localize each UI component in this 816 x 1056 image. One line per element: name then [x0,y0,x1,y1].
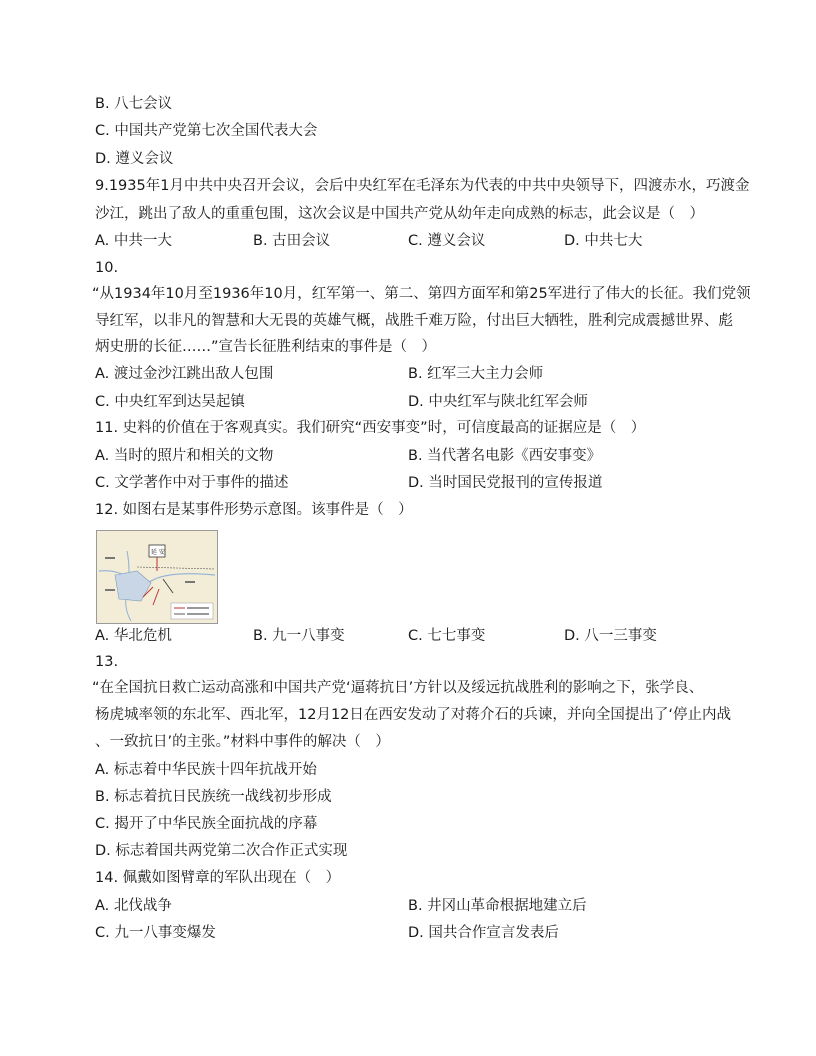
q14-option-a: A. 北伐战争 [95,898,172,914]
q10-stem-line3: 炳史册的长征……”宣告长征胜利结束的事件是（ ） [95,339,437,355]
q14-option-c: C. 九一八事变爆发 [95,925,216,941]
q10-option-b: B. 红军三大主力会师 [408,366,544,382]
map-label-mark-2 [105,589,115,591]
map-legend [171,603,213,619]
q10-stem-line1: “从1934年10月至1936年10月，红军第一、第二、第四方面军和第25军进行了伟大的长征。我们党领 [92,286,751,302]
q9-stem-line2: 沙江，跳出了敌人的重重包围，这次会议是中国共产党从幼年走向成熟的标志，此会议是（ ） [95,206,704,222]
map-label-mark-3 [185,581,195,583]
q11-stem: 11. 史料的价值在于客观真实。我们研究“西安事变”时，可信度最高的证据应是（ ） [95,420,646,436]
q9-option-d: D. 中共七大 [564,233,643,249]
q12-stem: 12. 如图右是某事件形势示意图。该事件是（ ） [95,502,413,518]
q10-option-c: C. 中央红军到达吴起镇 [95,394,245,410]
q9-option-c: C. 遵义会议 [408,233,486,249]
q13-stem-line2: 杨虎城率领的东北军、西北军，12月12日在西安发动了对蒋介石的兵谏，并向全国提出了‘停止内战 [95,707,732,723]
q13-stem-line3: 、一致抗日’的主张。”材料中事件的解决（ ） [95,734,390,750]
q9-stem-line1: 9.1935年1月中共中央召开会议，会后中央红军在毛泽东为代表的中共中央领导下，四渡赤水，巧渡金 [95,178,750,194]
q12-option-a: A. 华北危机 [95,628,172,644]
q8-option-c: C. 中国共产党第七次全国代表大会 [95,123,318,139]
q9-option-b: B. 古田会议 [253,233,331,249]
q8-option-b: B. 八七会议 [95,96,173,112]
q12-option-b: B. 九一八事变 [253,628,345,644]
q11-option-d: D. 当时国民党报刊的宣传报道 [408,475,603,491]
q13-stem-line1: “在全国抗日救亡运动高涨和中国共产党‘逼蒋抗日’方针以及绥远抗战胜利的影响之下，张学良、 [92,680,704,696]
q11-option-b: B. 当代著名电影《西安事变》 [408,448,602,464]
q10-option-d: D. 中央红军与陕北红军会师 [408,394,588,410]
q10-stem-line2: 导红军，以非凡的智慧和大无畏的英雄气概，战胜千难万险，付出巨大牺牲，胜利完成震撼世界、彪 [95,313,733,329]
q13-option-c: C. 揭开了中华民族全面抗战的序幕 [95,816,318,832]
q14-option-b: B. 井冈山革命根据地建立后 [408,898,587,914]
q11-option-c: C. 文学著作中对于事件的描述 [95,475,289,491]
q10-number: 10. [95,260,119,276]
map-legend-text-2 [187,613,209,615]
q13-option-d: D. 标志着国共两党第二次合作正式实现 [95,843,348,859]
q13-number: 13. [95,654,119,670]
q14-stem: 14. 佩戴如图臂章的军队出现在（ ） [95,870,341,886]
map-city-label: 延 安 [151,549,165,556]
q11-option-a: A. 当时的照片和相关的文物 [95,448,274,464]
q9-option-a: A. 中共一大 [95,233,172,249]
q8-option-d: D. 遵义会议 [95,151,174,167]
map-drawing [97,531,217,623]
q12-option-c: C. 七七事变 [408,628,486,644]
q10-option-a: A. 渡过金沙江跳出敌人包围 [95,366,274,382]
q13-option-a: A. 标志着中华民族十四年抗战开始 [95,762,317,778]
q13-option-b: B. 标志着抗日民族统一战线初步形成 [95,789,332,805]
map-legend-text-1 [187,607,209,609]
q14-option-d: D. 国共合作宣言发表后 [408,925,559,941]
situation-map-image [96,530,218,624]
map-label-mark-1 [105,557,115,559]
q12-option-d: D. 八一三事变 [564,628,657,644]
